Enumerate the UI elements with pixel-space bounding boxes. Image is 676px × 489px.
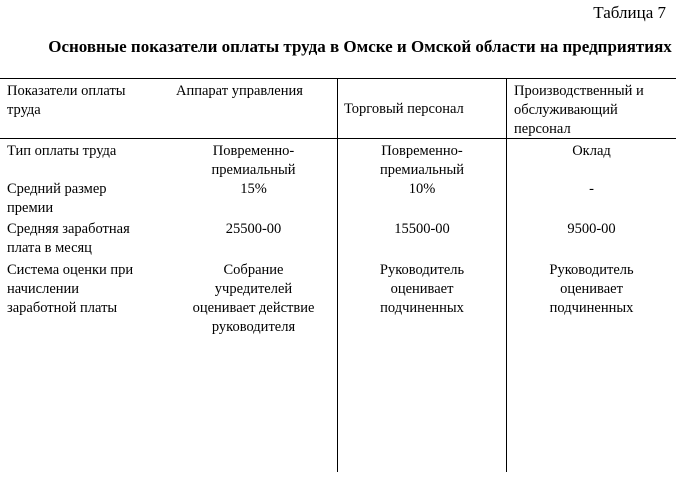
header-management: Аппарат управления — [176, 83, 303, 99]
row-average-bonus-management: 15% — [240, 181, 267, 197]
row-average-salary-trade: 15500-00 — [394, 221, 450, 237]
row-average-bonus-label: Средний размер премии — [7, 181, 107, 216]
row-average-bonus-trade: 10% — [408, 181, 436, 197]
row-evaluation-system-trade: Руководитель оценивает подчиненных — [379, 262, 465, 316]
row-average-salary-label: Средняя заработная плата в месяц — [7, 221, 130, 256]
row-evaluation-system-label: Система оценки при начислении заработной платы — [7, 262, 134, 316]
header-indicator: Показатели оплаты труда — [7, 83, 126, 118]
row-evaluation-system-production: Руководитель оценивает подчиненных — [549, 262, 634, 316]
table-title: Основные показатели оплаты труда в Омске и Омской области на предприятиях — [48, 37, 672, 56]
row-average-bonus-production: - — [589, 181, 594, 197]
table-number-label: Таблица 7 — [593, 3, 666, 22]
table-top-border — [0, 78, 676, 79]
row-evaluation-system-management: Собрание учредителей оценивает действие руководителя — [192, 262, 315, 335]
row-average-salary-production: 9500-00 — [567, 221, 616, 237]
row-average-salary-management: 25500-00 — [225, 221, 282, 237]
row-payment-type-trade: Повременно- премиальный — [379, 143, 465, 178]
row-payment-type-management: Повременно- премиальный — [211, 143, 296, 178]
header-trade-staff: Торговый персонал — [344, 101, 464, 117]
row-payment-type-label: Тип оплаты труда — [7, 143, 117, 159]
header-production-staff: Производственный и обслуживающий персонал — [514, 83, 644, 137]
row-payment-type-production: Оклад — [572, 143, 611, 159]
